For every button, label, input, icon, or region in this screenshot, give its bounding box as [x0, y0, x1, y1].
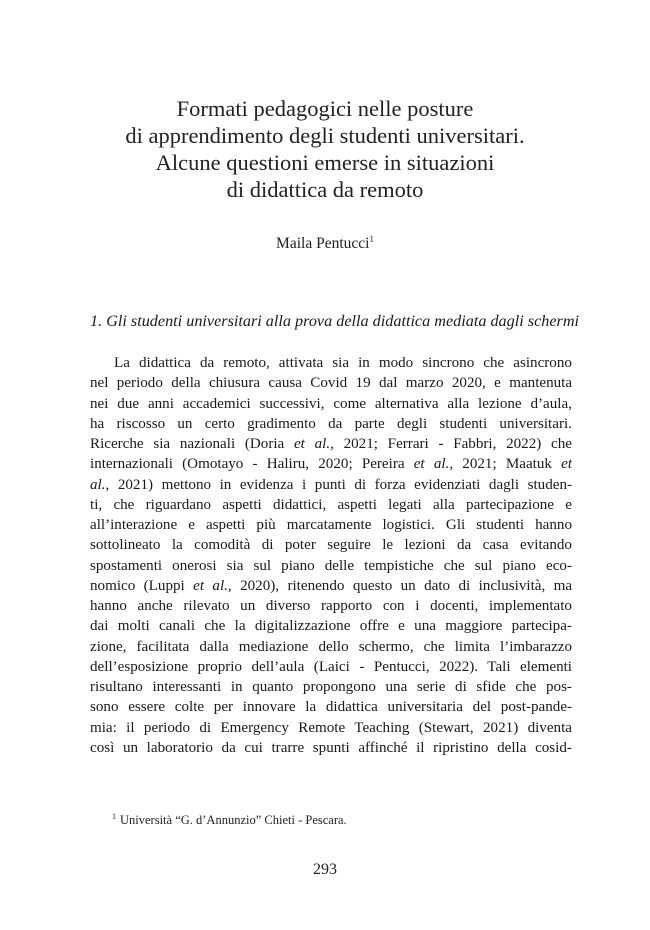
- paragraph-line: ti, che riguardano aspetti didattici, aspetti legati alla partecipazione e: [90, 496, 572, 513]
- author-line: [0, 234, 650, 253]
- paragraph-line: dai molti canali che la digitalizzazione offre e una maggiore partecipa-: [90, 618, 572, 635]
- title-line-2: di apprendimento degli studenti universitari.: [125, 123, 525, 148]
- paragraph-line: al., 2021) mettono in evidenza i punti di forza evidenziati dagli studen-: [90, 476, 572, 493]
- paragraph-line: spostamenti onerosi sia sul piano delle tempistiche che sul piano eco-: [90, 557, 572, 574]
- footnote: [112, 812, 347, 828]
- page-number: 293: [313, 861, 337, 878]
- section-heading: 1. Gli studenti universitari alla prova della didattica mediata dagli schermi: [90, 312, 580, 330]
- paragraph-line: mia: il periodo di Emergency Remote Teaching (Stewart, 2021) diventa: [90, 719, 572, 736]
- author-name: Maila Pentucci: [276, 235, 370, 252]
- paragraph-line: così un laboratorio da cui trarre spunti affinché il ripristino della cosid-: [90, 739, 572, 756]
- paragraph-line: sono essere colte per innovare la didattica universitaria del post-pande-: [90, 699, 572, 716]
- paragraph-line: hanno anche rilevato un diverso rapporto con i docenti, implementato: [90, 598, 572, 614]
- footnote-text: Università “G. d’Annunzio” Chieti - Pescara.: [120, 813, 347, 827]
- title-line-3: Alcune questioni emerse in situazioni: [155, 150, 495, 175]
- paragraph-line: ha riscosso un certo gradimento da parte degli studenti universitari.: [90, 415, 572, 432]
- title-line-1: Formati pedagogici nelle posture: [176, 96, 474, 121]
- paragraph-line: risultano interessanti in quanto propongono una serie di sfide che pos-: [90, 679, 572, 695]
- paragraph-line: nei due anni accademici successivi, come alternativa alla lezione d’aula,: [90, 395, 572, 412]
- paragraph-line: nomico (Luppi et al., 2020), ritenendo questo un dato di inclusività, ma: [90, 577, 572, 594]
- paragraph-line: Ricerche sia nazionali (Doria et al., 2021; Ferrari - Fabbri, 2022) che: [90, 436, 572, 452]
- author-footnote-mark: 1: [369, 234, 374, 244]
- paragraph-line: zione, facilitata dalla mediazione dello schermo, che limita l’imbarazzo: [90, 638, 572, 655]
- paragraph-line: all’interazione e aspetti più marcatamente logistici. Gli studenti hanno: [90, 517, 572, 533]
- body-paragraph: [90, 353, 572, 758]
- paper-title: [60, 95, 590, 203]
- paragraph-line: nel periodo della chiusura causa Covid 19 dal marzo 2020, e mantenuta: [90, 375, 572, 392]
- paragraph-line: internazionali (Omotayo - Haliru, 2020; Pereira et al., 2021; Maatuk et: [90, 456, 572, 473]
- paragraph-line: sottolineato la comodità di poter seguire le lezioni da casa evitando: [90, 537, 572, 554]
- footnote-mark: 1: [112, 812, 116, 821]
- paragraph-line: La didattica da remoto, attivata sia in modo sincrono che asincrono: [114, 355, 572, 371]
- title-line-4: di didattica da remoto: [226, 177, 424, 202]
- paragraph-line: dell’esposizione proprio dell’aula (Laici - Pentucci, 2022). Tali elementi: [90, 658, 572, 675]
